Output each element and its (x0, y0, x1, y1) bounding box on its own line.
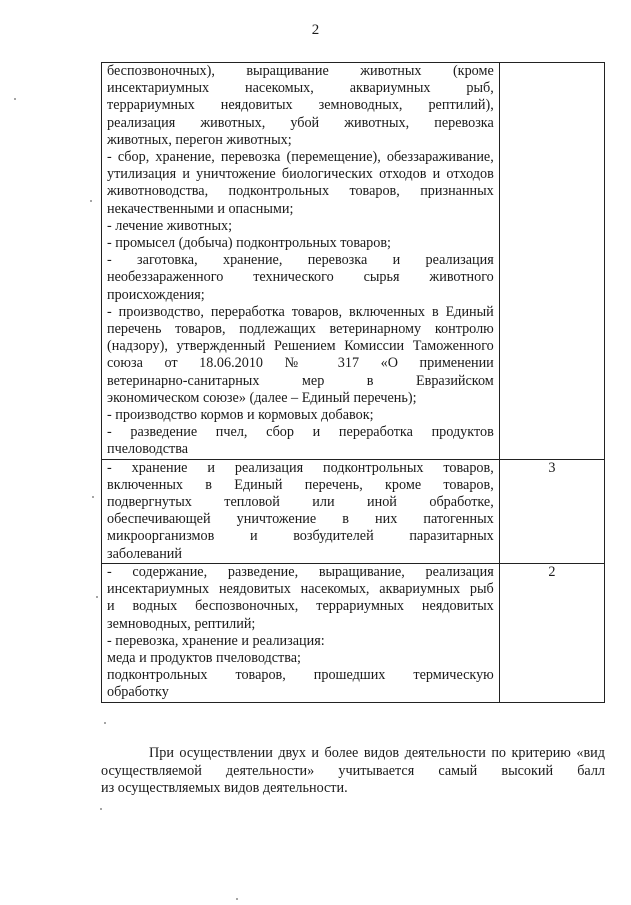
scan-speck (96, 596, 98, 598)
scan-speck (100, 808, 102, 810)
text-line: происхождения; (107, 286, 205, 303)
scan-speck (104, 722, 106, 724)
text-line: и водных беспозвоночных, террариумных неядовитых (107, 598, 494, 615)
text-line: животных, перегон животных; (107, 131, 292, 148)
text-line: При осуществлении двух и более видов деятельности по критерию «вид (149, 745, 605, 761)
table-row (102, 459, 605, 563)
text-line: утилизация и уничтожение биологических отходов и отходов (107, 166, 494, 183)
table-row (102, 63, 605, 460)
activity-cell (102, 459, 500, 563)
text-line: - производство, переработка товаров, включенных в Единый (107, 303, 494, 320)
scan-speck (14, 98, 16, 100)
text-line: - разведение пчел, сбор и переработка продуктов (107, 424, 494, 441)
scan-speck (236, 898, 238, 900)
scan-speck (90, 200, 92, 202)
text-line: подвергнутых тепловой или иной обработке, (107, 494, 494, 511)
text-line: ветеринарно-санитарных мер в Евразийском (107, 372, 494, 389)
text-line: некачественными и опасными; (107, 200, 294, 217)
text-line: подконтрольных товаров, прошедших термическую (107, 667, 494, 684)
text-line: - лечение животных; (107, 217, 233, 234)
text-line: животноводства, подконтрольных товаров, признанных (107, 183, 494, 200)
text-line: союза от 18.06.2010 № 317 «О применении (107, 355, 494, 372)
activity-cell (102, 63, 500, 460)
text-line: микроорганизмов и возбудителей паразитарных (107, 528, 494, 545)
score-cell: 2 (499, 563, 604, 702)
text-line: осуществляемой деятельности» учитывается самый высокий балл (101, 762, 605, 779)
text-line: необеззараженного технического сырья животного (107, 269, 494, 286)
text-line: меда и продуктов пчеловодства; (107, 649, 301, 666)
text-line: - производство кормов и кормовых добавок; (107, 407, 374, 424)
text-line: инсектариумных насекомых, аквариумных рыб, (107, 80, 494, 97)
text-line: - промысел (добыча) подконтрольных товаров; (107, 235, 391, 252)
text-line: заболеваний (107, 545, 182, 562)
text-line: включенных в Единый перечень, кроме товаров, (107, 476, 494, 493)
closing-paragraph (101, 745, 605, 798)
text-line: обеспечивающей уничтожение в них патогенных (107, 511, 494, 528)
activity-cell (102, 563, 500, 702)
text-line: - перевозка, хранение и реализация: (107, 632, 325, 649)
text-line: - заготовка, хранение, перевозка и реализация (107, 252, 494, 269)
text-line: экономическом союзе» (далее – Единый перечень); (107, 389, 417, 406)
text-line: террариумных неядовитых земноводных, рептилий), (107, 97, 494, 114)
scan-speck (92, 496, 94, 498)
text-line: обработку (107, 684, 169, 701)
score-cell (499, 63, 604, 460)
text-line: реализация животных, убой животных, перевозка (107, 114, 494, 131)
text-line: (надзору), утвержденный Решением Комиссии Таможенного (107, 338, 494, 355)
text-line: перечень товаров, подлежащих ветеринарному контролю (107, 321, 494, 338)
text-line: беспозвоночных), выращивание животных (кроме (107, 63, 494, 79)
text-line: инсектариумных неядовитых насекомых, аквариумных рыб (107, 581, 494, 598)
text-line: - сбор, хранение, перевозка (перемещение), обеззараживание, (107, 149, 494, 166)
text-line: земноводных, рептилий; (107, 615, 256, 632)
text-line: - содержание, разведение, выращивание, реализация (107, 563, 494, 580)
page-number: 2 (311, 22, 320, 38)
text-line: - хранение и реализация подконтрольных товаров, (107, 459, 494, 476)
table-row (102, 563, 605, 702)
text-line: пчеловодства (107, 441, 189, 458)
score-cell: 3 (499, 459, 604, 563)
criteria-table (101, 62, 605, 703)
text-line: из осуществляемых видов деятельности. (101, 780, 348, 796)
